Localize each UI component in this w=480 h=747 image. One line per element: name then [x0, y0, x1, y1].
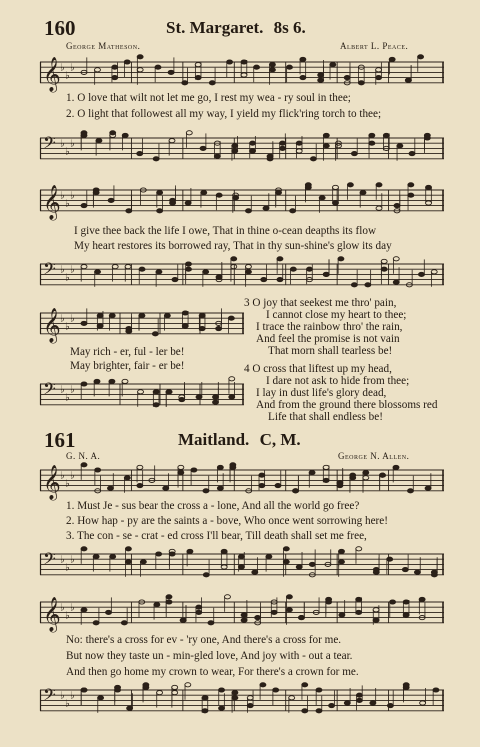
hymn-author-161: G. N. A. — [66, 451, 101, 461]
staff-treble — [40, 182, 444, 220]
staff-treble — [40, 54, 444, 92]
verse-line: May brighter, fair - er be! — [70, 360, 185, 372]
verse-line: My heart restores its borrowed ray, That in thy sun-shine's glow its day — [74, 240, 392, 252]
staff-treble — [40, 462, 444, 500]
hymn-tune-name: Maitland. — [178, 430, 250, 449]
hymn-number-161: 161 — [44, 428, 76, 452]
hymn-author-160: George Matheson. — [66, 41, 141, 51]
stanza-line: 3 O joy that seekest me thro' pain, — [244, 297, 397, 309]
stanza-line: That morn shall tearless be! — [268, 345, 393, 357]
hymn-title-161 — [178, 430, 301, 450]
verse-line: 3. The con - se - crat - ed cross I'll bear, Till death shall set me free, — [66, 530, 367, 542]
svg-text:♭: ♭ — [70, 264, 75, 276]
stanza-line: I lay in dust life's glory dead, — [256, 387, 387, 399]
verse-line: 2. How hap - py are the saints a - bove, Who once went sorrowing here! — [66, 515, 388, 527]
svg-text:𝄞: 𝄞 — [43, 464, 61, 500]
stanza-line: I trace the rainbow thro' the rain, — [256, 321, 403, 333]
svg-text:♭: ♭ — [60, 384, 65, 396]
svg-text:♭: ♭ — [70, 602, 75, 614]
hymn-composer-161: George N. Allen. — [338, 451, 410, 461]
stanza-line: Life that shall endless be! — [268, 411, 383, 423]
verse-line: I give thee back the life I owe, That in thine o-cean deapths its flow — [74, 225, 377, 237]
svg-text:♭: ♭ — [60, 62, 65, 74]
svg-text:♭: ♭ — [60, 138, 65, 150]
hymn-composer-160: Albert L. Peace. — [340, 41, 409, 51]
stanza-4 — [244, 363, 480, 425]
svg-text:♭: ♭ — [65, 198, 70, 210]
svg-text:♭: ♭ — [70, 313, 75, 325]
svg-text:♭: ♭ — [65, 562, 70, 574]
stanza-line: I cannot close my heart to thee; — [266, 309, 407, 321]
verse-line: No: there's a cross for ev - 'ry one, And there's a cross for me. — [66, 634, 342, 646]
svg-text:♭: ♭ — [60, 554, 65, 566]
staff-bass — [40, 376, 244, 414]
svg-text:♭: ♭ — [65, 392, 70, 404]
stanza-line: And feel the promise is not vain — [256, 333, 400, 345]
stanza-line: 4 O cross that liftest up my head, — [244, 363, 392, 375]
svg-text:♭: ♭ — [65, 70, 70, 82]
svg-text:𝄞: 𝄞 — [43, 307, 61, 343]
staff-bass — [40, 546, 444, 584]
svg-text:♭: ♭ — [60, 190, 65, 202]
svg-text:♭: ♭ — [60, 602, 65, 614]
svg-text:𝄞: 𝄞 — [43, 56, 61, 92]
svg-text:♭: ♭ — [60, 690, 65, 702]
svg-text:𝄢: 𝄢 — [43, 378, 56, 403]
hymn-number-160: 160 — [44, 16, 76, 40]
svg-text:♭: ♭ — [65, 478, 70, 490]
verse-line: May rich - er, ful - ler be! — [70, 346, 185, 358]
svg-text:♭: ♭ — [60, 470, 65, 482]
svg-text:𝄢: 𝄢 — [43, 684, 56, 709]
verse-line: 2. O light that followest all my way, I yield my flick'ring torch to thee; — [66, 108, 382, 120]
svg-text:♭: ♭ — [60, 313, 65, 325]
svg-text:♭: ♭ — [65, 321, 70, 333]
stanza-3 — [244, 297, 480, 357]
stanza-line: I dare not ask to hide from thee; — [266, 375, 410, 387]
svg-text:𝄞: 𝄞 — [43, 184, 61, 220]
svg-text:𝄢: 𝄢 — [43, 132, 56, 157]
hymn-meter: C, M. — [259, 430, 301, 449]
svg-text:♭: ♭ — [70, 384, 75, 396]
svg-text:♭: ♭ — [70, 554, 75, 566]
verse-line: And then go home my crown to wear, For there's a crown for me. — [66, 666, 359, 678]
stanza-line: And from the ground there blossoms red — [256, 399, 438, 411]
staff-bass — [40, 130, 444, 168]
svg-text:♭: ♭ — [70, 62, 75, 74]
svg-text:♭: ♭ — [60, 264, 65, 276]
svg-text:♭: ♭ — [70, 690, 75, 702]
staff-bass — [40, 682, 444, 720]
verse-line: But now they taste un - min-gled love, And joy with - out a tear. — [66, 650, 353, 662]
svg-text:♭: ♭ — [65, 146, 70, 158]
staff-treble — [40, 594, 444, 632]
svg-text:♭: ♭ — [65, 272, 70, 284]
hymn-meter: 8s 6. — [273, 18, 306, 37]
staff-treble — [40, 305, 244, 343]
verse-line: 1. Must Je - sus bear the cross a - lone, And all the world go free? — [66, 500, 360, 512]
svg-text:𝄢: 𝄢 — [43, 258, 56, 283]
verse-line: 1. O love that wilt not let me go, I rest my wea - ry soul in thee; — [66, 92, 351, 104]
svg-text:𝄢: 𝄢 — [43, 548, 56, 573]
svg-text:♭: ♭ — [70, 138, 75, 150]
svg-text:𝄞: 𝄞 — [43, 596, 61, 632]
svg-text:♭: ♭ — [65, 610, 70, 622]
svg-text:♭: ♭ — [70, 190, 75, 202]
svg-text:♭: ♭ — [65, 698, 70, 710]
staff-bass — [40, 256, 444, 294]
hymn-tune-name: St. Margaret. — [166, 18, 264, 37]
hymn-title-160 — [166, 18, 306, 38]
svg-text:♭: ♭ — [70, 470, 75, 482]
